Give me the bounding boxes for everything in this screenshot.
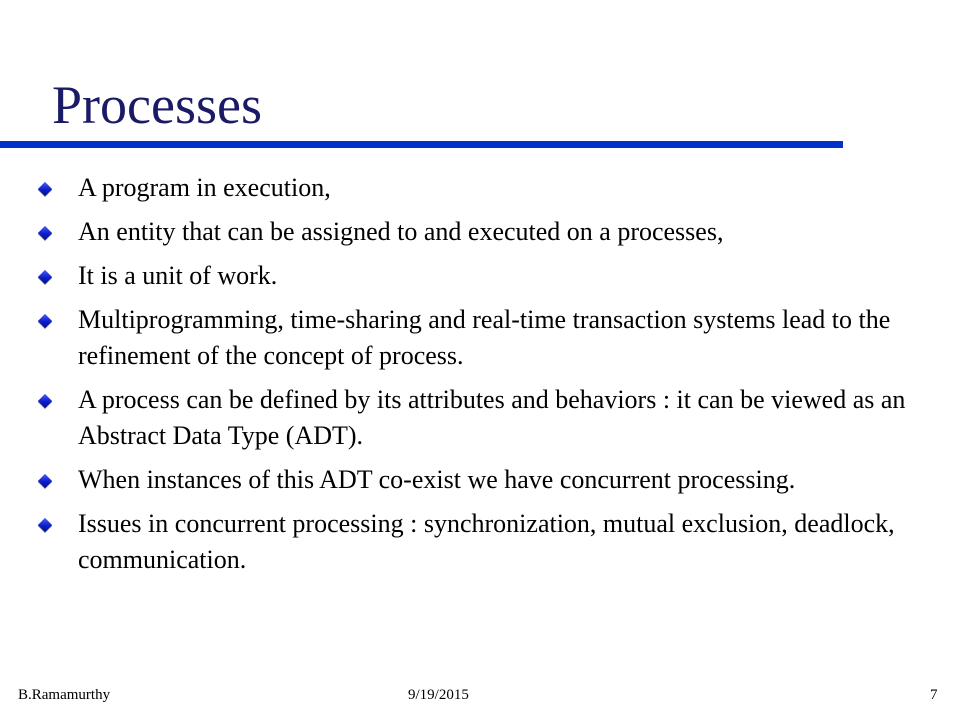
bullet-item bbox=[36, 382, 944, 454]
bullet-text: An entity that can be assigned to and executed on a processes, bbox=[78, 217, 724, 246]
footer-author: B.Ramamurthy bbox=[18, 687, 111, 703]
bullet-text: When instances of this ADT co-exist we have concurrent processing. bbox=[78, 465, 796, 494]
bullet-item bbox=[36, 214, 944, 250]
footer-page-number: 7 bbox=[930, 687, 938, 703]
bullet-item bbox=[36, 258, 944, 294]
diamond-bullet-icon bbox=[38, 226, 52, 240]
bullet-text: Multiprogramming, time-sharing and real-time transaction systems lead to the refinement of the concept of process. bbox=[78, 305, 891, 370]
bullet-list bbox=[36, 170, 944, 578]
diamond-bullet-icon bbox=[38, 182, 52, 196]
slide-title: Processes bbox=[52, 75, 262, 135]
bullet-item bbox=[36, 506, 944, 578]
bullet-text: A process can be defined by its attributes and behaviors : it can be viewed as an Abstract Data Type (ADT). bbox=[78, 385, 906, 450]
bullet-item bbox=[36, 462, 944, 498]
bullet-item bbox=[36, 170, 944, 206]
footer-date: 9/19/2015 bbox=[408, 687, 469, 703]
title-underline bbox=[0, 141, 843, 148]
diamond-bullet-icon bbox=[38, 474, 52, 488]
bullet-text: It is a unit of work. bbox=[78, 261, 278, 290]
bullet-text: A program in execution, bbox=[78, 173, 331, 202]
bullet-item bbox=[36, 302, 944, 374]
diamond-bullet-icon bbox=[38, 270, 52, 284]
diamond-bullet-icon bbox=[38, 518, 52, 532]
diamond-bullet-icon bbox=[38, 394, 52, 408]
bullet-text: Issues in concurrent processing : synchronization, mutual exclusion, deadlock, communication. bbox=[78, 509, 895, 574]
diamond-bullet-icon bbox=[38, 314, 52, 328]
